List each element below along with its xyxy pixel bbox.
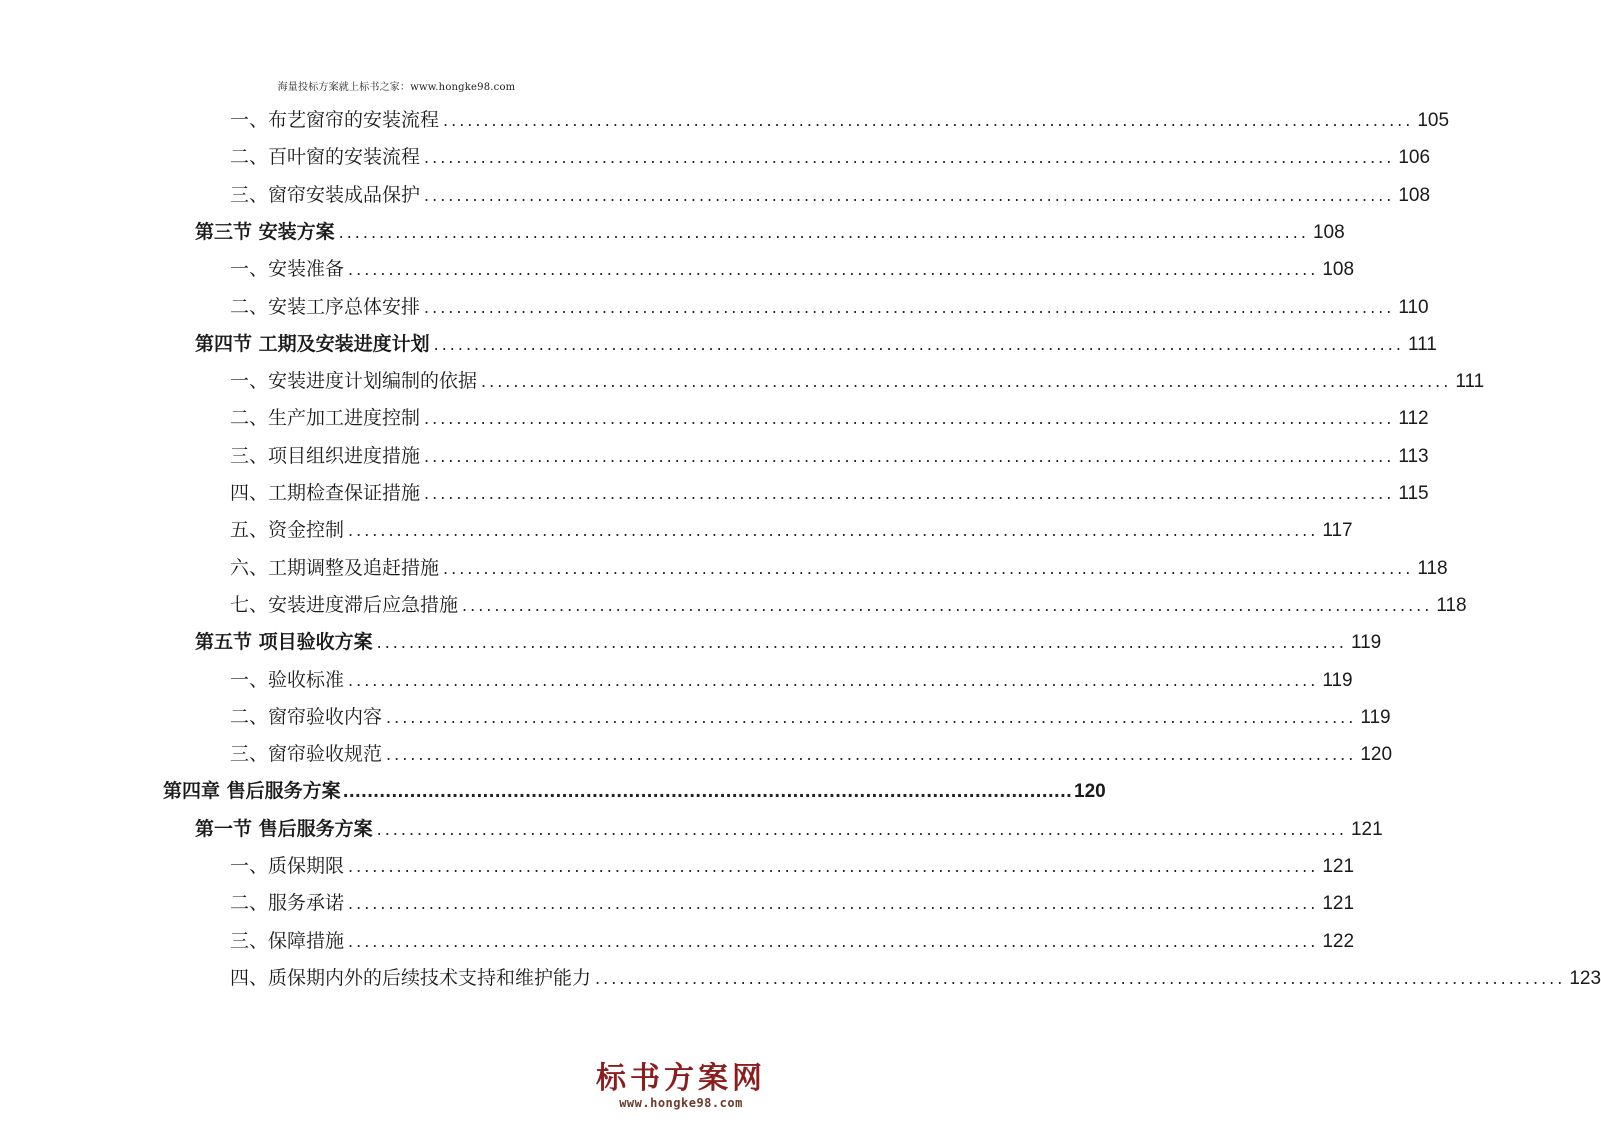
toc-entry-title: 三、保障措施 <box>230 929 345 952</box>
toc-item-entry[interactable] <box>230 853 1355 879</box>
toc-page-number: 108 <box>1312 221 1345 243</box>
toc-dot-leader: ........................................................................................................................ <box>424 409 1395 429</box>
toc-dot-leader: ........................................................................................................................ <box>338 222 1309 242</box>
page-header: 海量投标方案就上标书之家：www.hongke98.com <box>277 82 516 93</box>
toc-dot-leader: ........................................................................................................................ <box>376 633 1347 653</box>
toc-dot-leader: ........................................................................................................................ <box>443 558 1414 578</box>
toc-section-entry[interactable] <box>195 219 1345 245</box>
toc-entry-title: 一、安装准备 <box>230 258 345 281</box>
toc-dot-leader: ........................................................................................................................ <box>348 521 1319 541</box>
toc-entry-title: 二、百叶窗的安装流程 <box>230 146 421 169</box>
toc-dot-leader: ........................................................................................................................ <box>348 894 1319 914</box>
toc-page-number: 119 <box>1322 669 1353 691</box>
toc-item-entry[interactable] <box>230 107 1450 133</box>
toc-page-number: 113 <box>1398 445 1429 467</box>
toc-dot-leader: ........................................................................................................................ <box>348 857 1319 876</box>
toc-page-number: 111 <box>1455 371 1485 393</box>
toc-dot-leader: ........................................................................................................................ <box>348 670 1319 690</box>
toc-dot-leader: ........................................................................................................................ <box>386 745 1357 765</box>
toc-page-number: 108 <box>1398 184 1431 206</box>
toc-section-entry[interactable] <box>195 629 1382 655</box>
toc-entry-title: 七、安装进度滞后应急措施 <box>230 593 459 616</box>
toc-dot-leader: ........................................................................................................................ <box>595 968 1566 988</box>
toc-page-number: 120 <box>1074 781 1106 803</box>
toc-entry-title: 二、生产加工进度控制 <box>230 407 421 430</box>
toc-page-number: 121 <box>1350 818 1383 840</box>
toc-page-number: 121 <box>1322 893 1355 915</box>
toc-page-number: 110 <box>1398 296 1429 318</box>
toc-page-number: 115 <box>1398 483 1429 504</box>
toc-entry-title: 第五节 项目验收方案 <box>195 631 373 654</box>
toc-item-entry[interactable] <box>230 555 1448 581</box>
toc-page-number: 118 <box>1436 594 1467 616</box>
toc-page-number: 111 <box>1407 333 1437 355</box>
toc-page-number: 122 <box>1322 930 1355 952</box>
toc-dot-leader: ........................................................................................................................ <box>424 297 1395 317</box>
toc-item-entry[interactable] <box>230 405 1429 431</box>
toc-page-number: 119 <box>1350 632 1382 654</box>
toc-page-number: 121 <box>1322 856 1355 877</box>
toc-dot-leader: ........................................................................................................................ <box>481 372 1452 392</box>
toc-dot-leader: ........................................................................................................................ <box>462 595 1433 615</box>
toc-entry-title: 第一节 售后服务方案 <box>195 817 373 840</box>
toc-page-number: 120 <box>1360 744 1393 766</box>
toc-entry-title: 三、窗帘验收规范 <box>230 743 383 766</box>
toc-page-number: 118 <box>1417 557 1448 579</box>
toc-item-entry[interactable] <box>230 294 1429 320</box>
toc-item-entry[interactable] <box>230 890 1355 916</box>
watermark-url: www.hongke98.com <box>619 1096 743 1110</box>
toc-entry-title: 四、质保期内外的后续技术支持和维护能力 <box>230 966 592 989</box>
toc-item-entry[interactable] <box>230 592 1467 618</box>
toc-page-number: 112 <box>1398 408 1429 430</box>
toc-entry-title: 一、安装进度计划编制的依据 <box>230 370 478 393</box>
toc-page-number: 108 <box>1322 259 1355 281</box>
toc-section-entry[interactable] <box>195 816 1383 842</box>
toc-page-number: 117 <box>1322 520 1353 542</box>
toc-dot-leader: ........................................................................................................................ <box>424 185 1395 205</box>
toc-section-entry[interactable] <box>195 331 1437 357</box>
toc-item-entry[interactable] <box>230 965 1601 991</box>
toc-entry-title: 一、验收标准 <box>230 668 345 691</box>
toc-page-number: 119 <box>1360 706 1391 728</box>
toc-entry-title: 一、布艺窗帘的安装流程 <box>230 109 440 131</box>
toc-page-number: 106 <box>1398 147 1431 169</box>
toc-item-entry[interactable] <box>230 144 1431 170</box>
toc-entry-title: 二、窗帘验收内容 <box>230 705 383 728</box>
toc-entry-title: 二、安装工序总体安排 <box>230 295 421 318</box>
toc-dot-leader: ........................................................................................................................ <box>424 484 1395 503</box>
toc-item-entry[interactable] <box>230 480 1429 506</box>
watermark-title: 标书方案网 <box>596 1061 766 1096</box>
toc-page-number: 105 <box>1417 110 1450 131</box>
toc-item-entry[interactable] <box>230 704 1391 730</box>
toc-item-entry[interactable] <box>230 368 1485 394</box>
toc-dot-leader: ........................................................................................................................ <box>443 111 1414 130</box>
toc-entry-title: 第四章 售后服务方案 <box>163 780 341 803</box>
toc-entry-title: 三、窗帘安装成品保护 <box>230 183 421 206</box>
toc-item-entry[interactable] <box>230 928 1355 954</box>
toc-entry-title: 四、工期检查保证措施 <box>230 482 421 504</box>
toc-dot-leader: ........................................................................................................................ <box>386 707 1357 727</box>
toc-page-number: 123 <box>1569 967 1601 989</box>
toc-dot-leader: ........................................................................................................................ <box>348 260 1319 280</box>
toc-dot-leader: ........................................................................................................................ <box>376 819 1347 839</box>
toc-item-entry[interactable] <box>230 517 1353 543</box>
toc-dot-leader: ........................................................................................................................ <box>424 446 1395 466</box>
toc-entry-title: 六、工期调整及追赶措施 <box>230 556 440 579</box>
site-watermark <box>581 1062 781 1110</box>
toc-item-entry[interactable] <box>230 667 1353 693</box>
toc-dot-leader: ........................................................................................................................ <box>424 148 1395 168</box>
toc-item-entry[interactable] <box>230 741 1393 767</box>
toc-chapter-entry[interactable] <box>163 778 1106 804</box>
toc-entry-title: 五、资金控制 <box>230 519 345 542</box>
toc-entry-title: 一、质保期限 <box>230 855 345 877</box>
toc-entry-title: 第三节 安装方案 <box>195 220 335 243</box>
toc-entry-title: 第四节 工期及安装进度计划 <box>195 332 430 355</box>
toc-entry-title: 三、项目组织进度措施 <box>230 444 421 467</box>
toc-dot-leader: ........................................................................................................................ <box>342 782 1072 802</box>
toc-entry-title: 二、服务承诺 <box>230 892 345 915</box>
toc-item-entry[interactable] <box>230 256 1355 282</box>
toc-dot-leader: ........................................................................................................................ <box>433 334 1404 354</box>
toc-item-entry[interactable] <box>230 182 1431 208</box>
toc-dot-leader: ........................................................................................................................ <box>348 931 1319 951</box>
toc-item-entry[interactable] <box>230 443 1429 469</box>
